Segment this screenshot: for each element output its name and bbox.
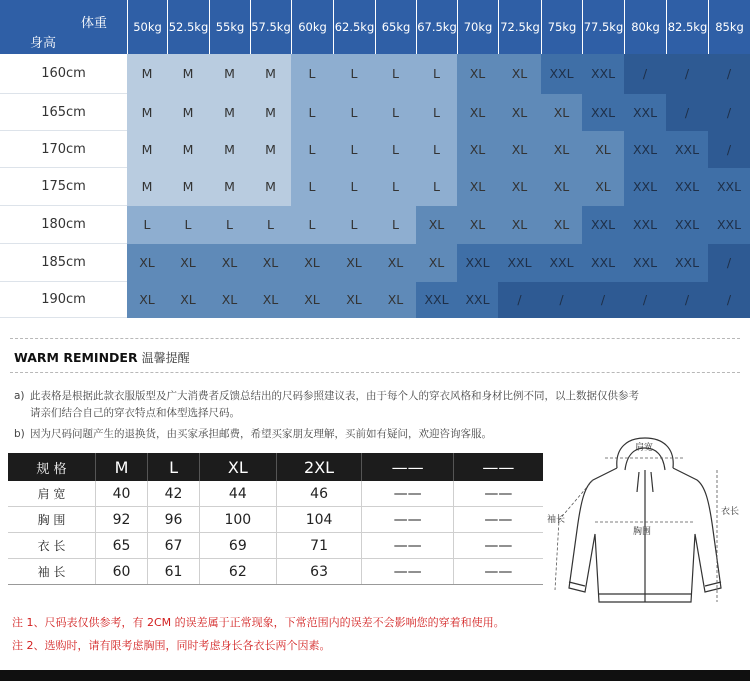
size-cell: L: [127, 206, 167, 244]
table-cell: 60: [96, 559, 148, 585]
note-text: 因为尺码问题产生的退换货，由买家承担邮费，希望买家朋友理解，买前如有疑问，欢迎咨询客服。: [30, 428, 492, 440]
table-row: [8, 559, 543, 585]
table-header: 规 格: [8, 453, 96, 481]
weight-header: 62.5kg: [333, 0, 375, 54]
table-cell: 46: [276, 481, 362, 507]
table-header: L: [148, 453, 200, 481]
size-cell: M: [209, 168, 250, 206]
size-cell: XL: [541, 206, 582, 244]
size-cell: L: [375, 168, 416, 206]
size-cell: XL: [498, 94, 541, 131]
size-cell: L: [333, 131, 375, 168]
size-cell: XL: [333, 282, 375, 318]
weight-header: 57.5kg: [250, 0, 291, 54]
weight-axis-label: 体重: [80, 16, 107, 31]
size-cell: XL: [498, 168, 541, 206]
size-cell: XL: [167, 244, 209, 282]
size-cell: M: [167, 168, 209, 206]
table-header: 2XL: [276, 453, 362, 481]
size-cell: XL: [209, 282, 250, 318]
weight-header: 72.5kg: [498, 0, 541, 54]
table-header: M: [96, 453, 148, 481]
weight-header: 65kg: [375, 0, 416, 54]
size-cell: /: [498, 282, 541, 318]
size-cell: M: [167, 54, 209, 94]
size-cell: XL: [291, 282, 333, 318]
height-label: 190cm: [0, 282, 127, 318]
size-cell: M: [250, 131, 291, 168]
weight-header: 77.5kg: [582, 0, 624, 54]
size-cell: /: [666, 94, 708, 131]
size-cell: XXL: [666, 168, 708, 206]
size-cell: XXL: [457, 282, 498, 318]
size-cell: XXL: [541, 244, 582, 282]
reminder-title-en: WARM REMINDER: [14, 350, 138, 365]
size-cell: M: [209, 131, 250, 168]
size-cell: L: [167, 206, 209, 244]
table-row: [8, 533, 543, 559]
table-cell: 92: [96, 507, 148, 533]
weight-header: 60kg: [291, 0, 333, 54]
size-cell: L: [291, 94, 333, 131]
size-cell: /: [708, 54, 750, 94]
size-cell: XXL: [582, 244, 624, 282]
size-cell: XXL: [624, 206, 666, 244]
table-cell: ——: [453, 533, 543, 559]
size-cell: XL: [541, 168, 582, 206]
size-cell: XXL: [624, 244, 666, 282]
size-cell: XL: [291, 244, 333, 282]
size-cell: /: [624, 54, 666, 94]
jacket-label-sleeve: 袖长: [547, 515, 566, 525]
size-matrix: [0, 0, 750, 318]
height-label: 180cm: [0, 206, 127, 244]
weight-header: 67.5kg: [416, 0, 457, 54]
size-cell: XL: [457, 54, 498, 94]
height-label: 185cm: [0, 244, 127, 282]
size-cell: XL: [250, 282, 291, 318]
jacket-diagram: [545, 430, 745, 620]
weight-header: 85kg: [708, 0, 750, 54]
size-cell: XXL: [416, 282, 457, 318]
table-cell: 100: [200, 507, 277, 533]
size-cell: L: [291, 206, 333, 244]
weight-header: 52.5kg: [167, 0, 209, 54]
size-cell: L: [333, 94, 375, 131]
note-b: [14, 426, 492, 443]
table-cell: 袖 长: [8, 559, 96, 585]
size-cell: XL: [498, 131, 541, 168]
size-cell: L: [416, 54, 457, 94]
size-cell: M: [127, 168, 167, 206]
size-cell: XL: [250, 244, 291, 282]
table-cell: 肩 宽: [8, 481, 96, 507]
size-cell: /: [708, 244, 750, 282]
jacket-label-shoulder: 肩宽: [635, 443, 654, 453]
size-cell: XXL: [498, 244, 541, 282]
weight-header: 80kg: [624, 0, 666, 54]
size-cell: XXL: [708, 206, 750, 244]
size-cell: L: [333, 54, 375, 94]
table-cell: 104: [276, 507, 362, 533]
size-cell: XL: [457, 131, 498, 168]
size-cell: XXL: [582, 94, 624, 131]
size-cell: XL: [375, 244, 416, 282]
divider: [10, 338, 740, 339]
table-row: [8, 481, 543, 507]
matrix-corner-header: [0, 0, 127, 54]
note-text: 此表格是根据此款衣服版型及广大消费者反馈总结出的尺码参照建议表，由于每个人的穿衣风格和身材比例不同，以上数据仅供参考: [30, 390, 639, 402]
table-cell: 42: [148, 481, 200, 507]
size-cell: XL: [582, 131, 624, 168]
size-cell: M: [167, 131, 209, 168]
size-cell: L: [416, 131, 457, 168]
size-cell: L: [375, 94, 416, 131]
table-cell: ——: [453, 559, 543, 585]
reminder-title: [14, 349, 190, 366]
table-cell: ——: [453, 507, 543, 533]
table-cell: 62: [200, 559, 277, 585]
size-cell: M: [250, 94, 291, 131]
size-cell: L: [416, 94, 457, 131]
size-cell: XL: [582, 168, 624, 206]
size-cell: M: [127, 94, 167, 131]
size-cell: /: [708, 94, 750, 131]
table-cell: 96: [148, 507, 200, 533]
note-tag: a): [14, 390, 25, 402]
weight-header: 82.5kg: [666, 0, 708, 54]
size-cell: /: [708, 282, 750, 318]
table-header: XL: [200, 453, 277, 481]
size-cell: XXL: [666, 206, 708, 244]
note-a: [14, 388, 639, 422]
jacket-label-chest: 胸围: [633, 527, 652, 537]
table-cell: ——: [362, 559, 453, 585]
size-cell: L: [291, 131, 333, 168]
size-cell: XXL: [457, 244, 498, 282]
height-label: 170cm: [0, 131, 127, 168]
size-cell: XXL: [666, 244, 708, 282]
height-axis-label: 身高: [30, 36, 57, 51]
note-tag: b): [14, 428, 25, 440]
weight-header: 50kg: [127, 0, 167, 54]
table-cell: ——: [362, 533, 453, 559]
size-cell: L: [333, 168, 375, 206]
note-text: 请亲们结合自己的穿衣特点和体型选择尺码。: [30, 407, 240, 419]
reminder-title-zh: 温馨提醒: [141, 351, 190, 365]
size-cell: /: [666, 282, 708, 318]
size-cell: XL: [457, 168, 498, 206]
table-header: ——: [453, 453, 543, 481]
table-cell: ——: [453, 481, 543, 507]
size-cell: M: [127, 131, 167, 168]
size-cell: XL: [333, 244, 375, 282]
divider: [10, 372, 740, 373]
size-cell: XXL: [582, 206, 624, 244]
size-cell: XXL: [541, 54, 582, 94]
size-cell: XL: [457, 206, 498, 244]
size-cell: XXL: [624, 94, 666, 131]
table-cell: 67: [148, 533, 200, 559]
size-cell: XL: [498, 54, 541, 94]
footnote-1: 注 1、尺码表仅供参考，有 2CM 的误差属于正常现象，下常范围内的误差不会影响您的穿着和使用。: [12, 616, 505, 629]
size-cell: L: [291, 168, 333, 206]
size-cell: XL: [416, 206, 457, 244]
size-cell: /: [624, 282, 666, 318]
size-cell: XL: [541, 131, 582, 168]
table-header-row: [8, 453, 543, 481]
size-cell: XL: [498, 206, 541, 244]
size-cell: M: [250, 168, 291, 206]
size-cell: M: [250, 54, 291, 94]
size-cell: M: [209, 94, 250, 131]
table-cell: 44: [200, 481, 277, 507]
size-cell: L: [209, 206, 250, 244]
size-cell: /: [541, 282, 582, 318]
table-cell: 63: [276, 559, 362, 585]
size-cell: M: [209, 54, 250, 94]
table-cell: 61: [148, 559, 200, 585]
size-cell: XXL: [624, 131, 666, 168]
table-cell: ——: [362, 481, 453, 507]
bottom-bar: [0, 670, 750, 681]
size-cell: XL: [127, 282, 167, 318]
size-cell: XL: [375, 282, 416, 318]
size-cell: XXL: [582, 54, 624, 94]
size-cell: L: [291, 54, 333, 94]
table-cell: 衣 长: [8, 533, 96, 559]
table-cell: 71: [276, 533, 362, 559]
height-label: 160cm: [0, 54, 127, 94]
size-cell: XXL: [624, 168, 666, 206]
footnote-2: 注 2、选购时，请有限考虑胸围，同时考虑身长各衣长两个因素。: [12, 639, 331, 652]
table-header: ——: [362, 453, 453, 481]
size-cell: XL: [416, 244, 457, 282]
table-cell: ——: [362, 507, 453, 533]
size-cell: /: [666, 54, 708, 94]
size-cell: M: [127, 54, 167, 94]
size-cell: L: [375, 131, 416, 168]
size-cell: XL: [457, 94, 498, 131]
height-label: 175cm: [0, 168, 127, 206]
size-cell: L: [416, 168, 457, 206]
size-cell: XL: [167, 282, 209, 318]
size-cell: XXL: [666, 131, 708, 168]
measurement-table: [8, 453, 543, 585]
table-cell: 69: [200, 533, 277, 559]
size-cell: XL: [541, 94, 582, 131]
height-label: 165cm: [0, 94, 127, 131]
size-cell: /: [708, 131, 750, 168]
size-cell: L: [333, 206, 375, 244]
size-cell: L: [250, 206, 291, 244]
size-cell: XXL: [708, 168, 750, 206]
size-cell: L: [375, 206, 416, 244]
table-cell: 胸 围: [8, 507, 96, 533]
size-cell: XL: [127, 244, 167, 282]
table-cell: 40: [96, 481, 148, 507]
jacket-label-length: 衣长: [721, 507, 740, 517]
table-cell: 65: [96, 533, 148, 559]
weight-header: 70kg: [457, 0, 498, 54]
table-row: [8, 507, 543, 533]
size-cell: M: [167, 94, 209, 131]
size-cell: XL: [209, 244, 250, 282]
size-cell: /: [582, 282, 624, 318]
weight-header: 55kg: [209, 0, 250, 54]
weight-header: 75kg: [541, 0, 582, 54]
size-cell: L: [375, 54, 416, 94]
